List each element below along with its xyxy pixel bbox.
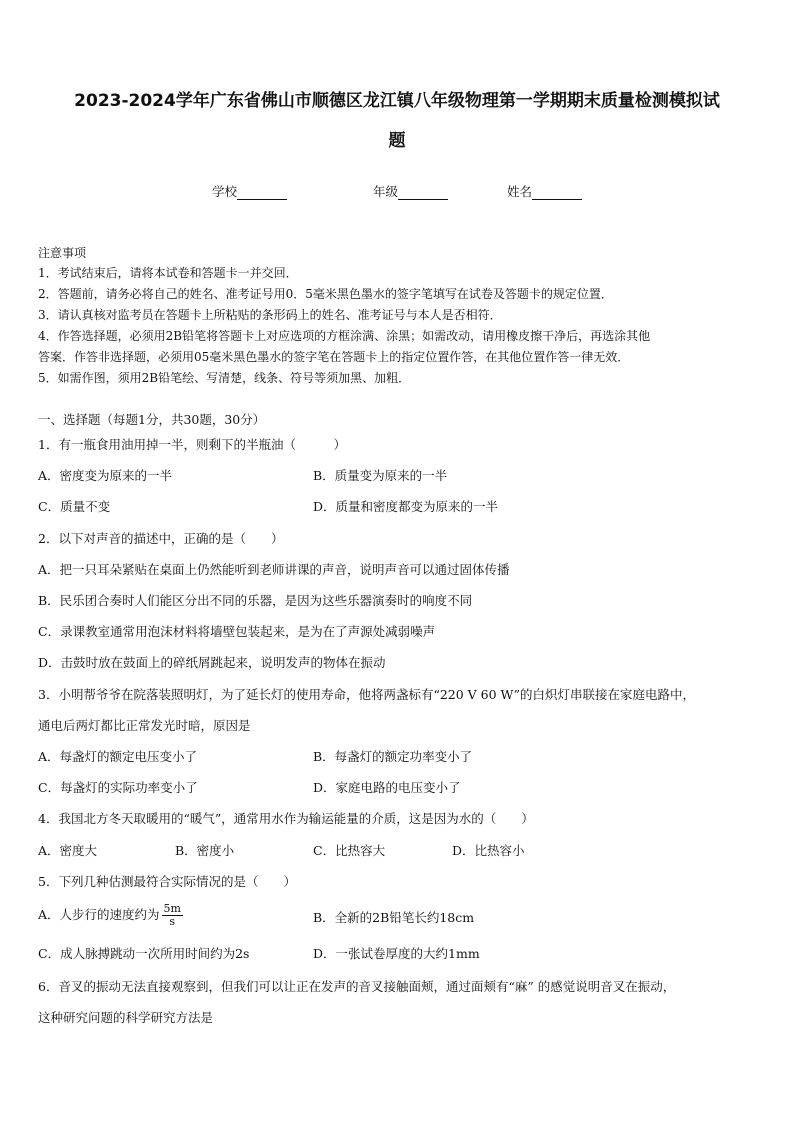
- note-item: 4．作答选择题，必须用2B铅笔将答题卡上对应选项的方框涂满、涂黑；如需改动，请用橡皮擦干净后，再选涂其他: [38, 329, 651, 343]
- q2-option-c: C．录课教室通常用泡沫材料将墙壁包装起来，是为在了声源处减弱噪声: [38, 624, 436, 639]
- question-4-stem: 4．我国北方冬天取暖用的“暖气”，通常用水作为输运能量的介质，这是因为水的（ ）: [38, 811, 534, 826]
- q5-option-b: B．全新的2B铅笔长约18cm: [313, 910, 475, 925]
- q4-option-d: D．比热容小: [452, 843, 525, 858]
- q3-option-a: A．每盏灯的额定电压变小了: [38, 749, 198, 764]
- question-6-stem: 6．音叉的振动无法直接观察到，但我们可以让正在发声的音叉接触面颊，通过面颊有“麻” 的感觉说明音叉在振动，: [38, 979, 676, 994]
- q3-option-d: D．家庭电路的电压变小了: [313, 780, 461, 795]
- speed-fraction: [162, 903, 183, 928]
- question-3-stem-cont: 通电后两灯都比正常发光时暗，原因是: [38, 718, 251, 733]
- grade-blank: [398, 187, 448, 200]
- exam-title-line2: 题: [388, 131, 406, 151]
- question-5-stem: 5．下列几种估测最符合实际情况的是（ ）: [38, 874, 296, 889]
- exam-title-line1: 2023-2024学年广东省佛山市顺德区龙江镇八年级物理第一学期期末质量检测模拟试: [74, 91, 720, 111]
- q5-option-d: D．一张试卷厚度的大约1mm: [313, 946, 480, 961]
- question-1-stem: 1．有一瓶食用油用掉一半，则剩下的半瓶油（ ）: [38, 437, 346, 452]
- name-blank: [532, 187, 582, 200]
- note-item: 1．考试结束后，请将本试卷和答题卡一并交回．: [38, 266, 298, 280]
- q1-option-c: C．质量不变: [38, 499, 111, 514]
- q2-option-a: A．把一只耳朵紧贴在桌面上仍然能听到老师讲课的声音，说明声音可以通过固体传播: [38, 562, 510, 577]
- q4-option-b: B．密度小: [175, 843, 235, 858]
- q3-option-b: B．每盏灯的额定功率变小了: [313, 749, 473, 764]
- q5-option-a: [38, 903, 183, 928]
- q2-option-b: B．民乐团合奏时人们能区分出不同的乐器，是因为这些乐器演奏时的响度不同: [38, 593, 473, 608]
- grade-label: 年级: [373, 184, 399, 199]
- name-label: 姓名: [507, 184, 533, 199]
- note-item: 答案．作答非选择题，必须用05毫米黑色墨水的签字笔在答题卡上的指定位置作答，在其他位置作答一律无效．: [38, 350, 630, 364]
- school-label: 学校: [212, 184, 238, 199]
- q5-option-a-text: A．人步行的速度约为: [38, 907, 160, 922]
- q1-option-d: D．质量和密度都变为原来的一半: [313, 499, 499, 514]
- q5-option-c: C．成人脉搏跳动一次所用时间约为2s: [38, 946, 250, 961]
- q4-option-c: C．比热容大: [313, 843, 386, 858]
- question-3-stem: 3．小明帮爷爷在院落装照明灯，为了延长灯的使用寿命，他将两盏标有“220 V 60 W”的白炽灯串联接在家庭电路中，: [38, 687, 696, 702]
- section-heading: 一、选择题（每题1分，共30题，30分）: [38, 412, 266, 427]
- school-field: [212, 182, 287, 200]
- q2-option-d: D．击鼓时放在鼓面上的碎纸屑跳起来，说明发声的物体在振动: [38, 655, 386, 670]
- fraction-numerator: 5m: [163, 902, 181, 915]
- question-2-stem: 2．以下对声音的描述中，正确的是（ ）: [38, 531, 284, 546]
- note-item: 2．答题前，请务必将自己的姓名、准考证号用0．5毫米黑色墨水的签字笔填写在试卷及答题卡的规定位置．: [38, 287, 613, 301]
- school-blank: [237, 187, 287, 200]
- q3-option-c: C．每盏灯的实际功率变小了: [38, 780, 198, 795]
- q1-option-a: A．密度变为原来的一半: [38, 468, 173, 483]
- q1-option-b: B．质量变为原来的一半: [313, 468, 448, 483]
- name-field: [507, 182, 582, 200]
- fraction-denominator: s: [169, 915, 176, 928]
- question-6-stem-cont: 这种研究问题的科学研究方法是: [38, 1010, 214, 1025]
- note-item: 5．如需作图，须用2B铅笔绘、写清楚，线条、符号等须加黑、加粗．: [38, 371, 411, 385]
- notes-heading: 注意事项: [38, 246, 87, 260]
- grade-field: [373, 182, 448, 200]
- note-item: 3．请认真核对监考员在答题卡上所粘贴的条形码上的姓名、准考证号与本人是否相符．: [38, 308, 502, 322]
- q4-option-a: A．密度大: [38, 843, 98, 858]
